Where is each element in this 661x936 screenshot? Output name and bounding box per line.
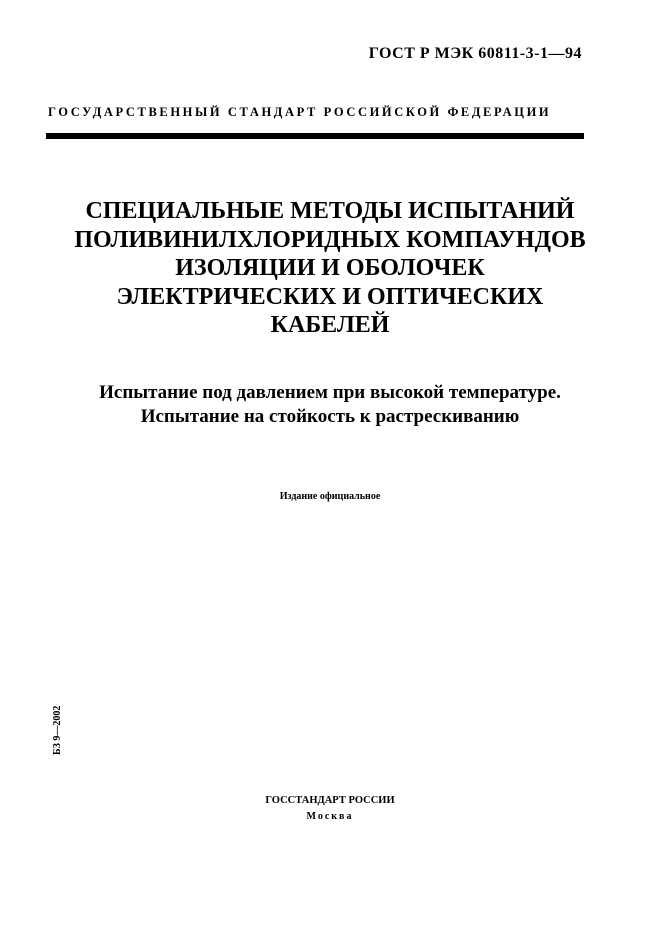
title-line: ПОЛИВИНИЛХЛОРИДНЫХ КОМПАУНДОВ (74, 226, 586, 253)
title-line: ИЗОЛЯЦИИ И ОБОЛОЧЕК (175, 255, 485, 281)
state-standard-heading: ГОСУДАРСТВЕННЫЙ СТАНДАРТ РОССИЙСКОЙ ФЕДЕРАЦИИ (48, 105, 552, 119)
publisher-city: Москва (306, 811, 354, 822)
edition-label: Издание официальное (279, 491, 381, 502)
subtitle-line: Испытание под давлением при высокой температуре. (99, 382, 561, 403)
document-code: ГОСТ Р МЭК 60811-3-1—94 (368, 45, 582, 62)
title-line: СПЕЦИАЛЬНЫЕ МЕТОДЫ ИСПЫТАНИЙ (85, 198, 575, 224)
document-subtitle (40, 381, 620, 429)
subtitle-line: Испытание на стойкость к растрескиванию (140, 406, 520, 427)
side-registration-code: БЗ 9—2002 (52, 705, 63, 755)
title-line: КАБЕЛЕЙ (270, 312, 390, 338)
publisher-name: ГОССТАНДАРТ РОССИИ (265, 795, 395, 806)
title-line: ЭЛЕКТРИЧЕСКИХ И ОПТИЧЕСКИХ (116, 283, 544, 310)
header-divider (46, 133, 584, 139)
document-title (40, 197, 620, 340)
